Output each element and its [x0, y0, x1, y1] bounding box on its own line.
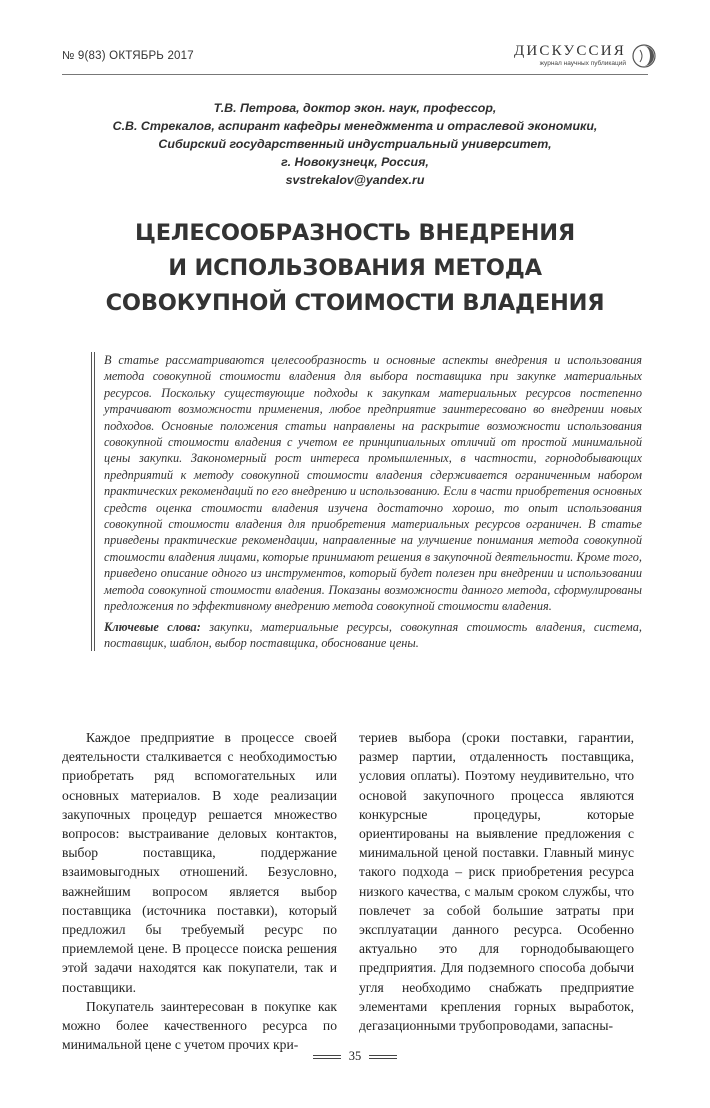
- page-footer: [0, 1049, 710, 1064]
- keywords-text: закупки, материальные ресурсы, совокупная стоимость владения, система, поставщик, шаблон, выбор поставщика, обоснование цены.: [104, 619, 642, 650]
- header-divider: [62, 74, 648, 75]
- footer-rule-left: [313, 1055, 341, 1059]
- author-line: Т.В. Петрова, доктор экон. наук, профессор,: [213, 101, 497, 115]
- body-column-right: [359, 728, 634, 1035]
- body-paragraph: Каждое предприятие в процессе своей деятельности сталкивается с необходимостью приобретать ряд вспомогательных или основных материалов. В ходе реализации закупочных процедур решается множество вопросов: выстраивание деловых контактов, выбор поставщика, поддержание взаимовыгодных отношений. Безусловно, важнейшим вопросом является выбор поставщика (источника поставки), который предложил бы требуемый ресурс по приемлемой цене. В процессе поиска решения этой задачи находятся как покупатели, так и поставщики.: [62, 730, 337, 995]
- body-paragraph: Покупатель заинтересован в покупке как можно более качественного ресурса по минимальной цене с учетом прочих кри-: [62, 998, 337, 1053]
- author-block: [62, 99, 648, 189]
- title-line: ЦЕЛЕСООБРАЗНОСТЬ ВНЕДРЕНИЯ: [135, 220, 575, 246]
- article-title: [62, 216, 648, 321]
- author-email[interactable]: svstrekalov@yandex.ru: [285, 173, 425, 187]
- journal-subtitle: журнал научных публикаций: [539, 60, 626, 68]
- issue-label: № 9(83) ОКТЯБРЬ 2017: [62, 50, 194, 62]
- page-number: 35: [348, 1049, 362, 1063]
- journal-name: ДИСКУССИЯ: [513, 43, 626, 60]
- body-column-left: [62, 728, 337, 1054]
- journal-emblem-icon: [632, 44, 656, 68]
- author-line: С.В. Стрекалов, аспирант кафедры менеджмента и отраслевой экономики,: [112, 119, 598, 133]
- title-line: СОВОКУПНОЙ СТОИМОСТИ ВЛАДЕНИЯ: [105, 290, 605, 316]
- keywords: [104, 619, 642, 652]
- abstract-section: [91, 352, 642, 651]
- footer-rule-right: [369, 1055, 397, 1059]
- title-line: И ИСПОЛЬЗОВАНИЯ МЕТОДА: [168, 255, 542, 281]
- location-line: г. Новокузнецк, Россия,: [281, 155, 429, 169]
- keywords-label: Ключевые слова:: [104, 619, 201, 634]
- affiliation-line: Сибирский государственный индустриальный университет,: [158, 137, 552, 151]
- body-paragraph: териев выбора (сроки поставки, гарантии, размер партии, отдаленность поставщика, условия оплаты). Поэтому неудивительно, что основой закупочного процесса являются конкурсные процедуры, которые ориентированы на выявление предложения с минимальной ценой поставки. Главный минус такого подхода – риск приобретения ресурса низкого качества, с малым сроком службы, что повлечет за собой большие затраты при эксплуатации данного ресурса. Особенно актуально это для горнодобывающего предприятия. Для подземного способа добычи угля необходимо снабжать предприятие элементами крепления горных выработок, дегазационными трубопроводами, запасны-: [359, 730, 634, 1034]
- journal-logo: [514, 44, 656, 68]
- abstract-text: В статье рассматриваются целесообразность и основные аспекты внедрения и использования метода совокупной стоимости владения для выбора поставщика при закупке материальных ресурсов. Поскольку существующие подходы к закупкам материальных ресурсов постепенно утрачивают возможности применения, любое предприятие заинтересовано во внедрении новых подходов. Основные положения статьи направлены на раскрытие возможности использования совокупной стоимости владения с учетом ее принципиальных отличий от простой минимальной цены закупки. Закономерный рост интереса промышленных, в частности, горнодобывающих предприятий к методу совокупной стоимости владения сдерживается ограниченным набором практических рекомендаций по его внедрению и использованию. Если в части приобретения основных средств оценка стоимости владения изучена достаточно хорошо, то опыт использования совокупной стоимости владения для приобретения материальных ресурсов ограничен. В статье приведены практические рекомендации, направленные на улучшение понимания метода совокупной стоимости владения лицами, которые принимают решения в закупочной деятельности. Кроме того, приведено описание одного из инструментов, который будет полезен при внедрении и использовании метода совокупной стоимости владения. Показаны возможности данного метода, сформулированы предложения по эффективному внедрению метода совокупной стоимости владения.: [104, 353, 642, 614]
- journal-logo-text: [514, 44, 626, 68]
